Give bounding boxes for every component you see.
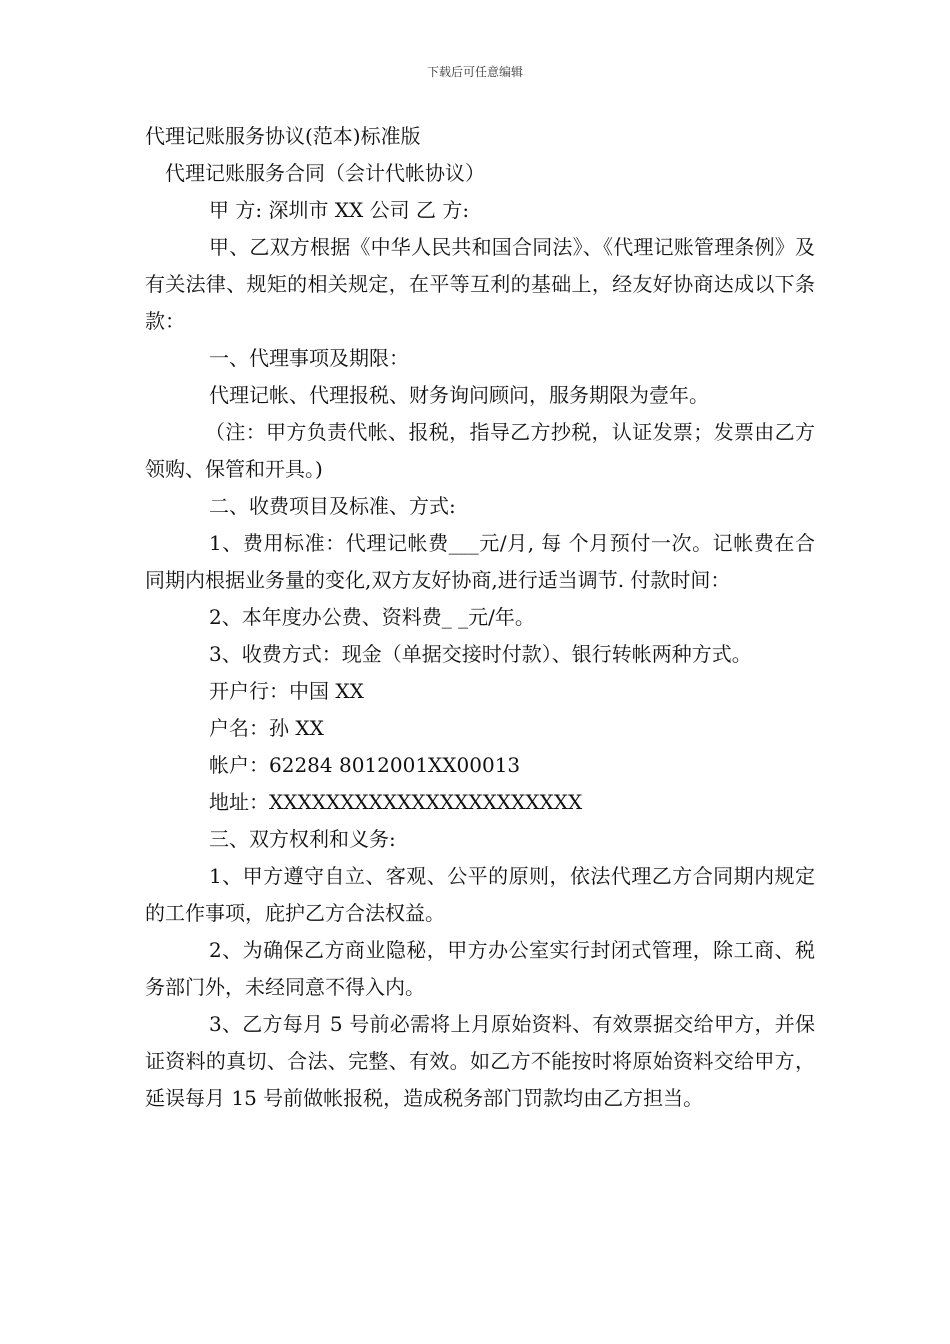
section-1-title: 一、代理事项及期限： — [209, 346, 409, 370]
section-2-item-2: 2、本年度办公费、资料费_ _元/年。 — [209, 605, 535, 629]
account-number-line: 帐户：62284 8012001XX00013 — [209, 753, 521, 777]
doc-subtitle: 代理记账服务合同（会计代帐协议） — [165, 161, 485, 185]
doc-title: 代理记账服务协议(范本)标准版 — [145, 124, 421, 148]
section-3-title: 三、双方权利和义务: — [209, 827, 396, 851]
section-3-item-3: 3、乙方每月 5 号前必需将上月原始资料、有效票据交给甲方，并保证资料的真切、合法、完整、有效。如乙方不能按时将原始资料交给甲方，延误每月 15 号前做帐报税，造成税务部门罚款均由乙方担当。 — [145, 1012, 815, 1110]
document-body — [145, 118, 815, 1117]
address-line: 地址：XXXXXXXXXXXXXXXXXXXXXX — [209, 790, 583, 814]
section-1-text: 代理记帐、代理报税、财务询问顾问，服务期限为壹年。 — [209, 383, 709, 407]
bank-line: 开户行：中国 XX — [209, 679, 364, 703]
section-2-title: 二、收费项目及标准、方式: — [209, 494, 456, 518]
intro-paragraph: 甲、乙双方根据《中华人民共和国合同法》、《代理记账管理条例》及有关法律、规矩的相关规定，在平等互利的基础上，经友好协商达成以下条款： — [145, 235, 815, 333]
page-header: 下载后可任意编辑 — [426, 65, 523, 79]
section-1-note: （注：甲方负责代帐、报税，指导乙方抄税，认证发票；发票由乙方领购、保管和开具。) — [145, 420, 815, 481]
parties-line: 甲 方: 深圳市 XX 公司 乙 方: — [209, 198, 470, 222]
section-3-item-1: 1、甲方遵守自立、客观、公平的原则，依法代理乙方合同期内规定的工作事项，庇护乙方合法权益。 — [145, 864, 815, 925]
section-2-item-3: 3、收费方式：现金（单据交接时付款）、银行转帐两种方式。 — [209, 642, 752, 666]
account-name-line: 户名：孙 XX — [209, 716, 324, 740]
section-2-item-1: 1、费用标准：代理记帐费___元/月, 每 个月预付一次。记帐费在合同期内根据业务量的变化,双方友好协商,进行适当调节. 付款时间： — [145, 531, 815, 592]
section-3-item-2: 2、为确保乙方商业隐秘，甲方办公室实行封闭式管理，除工商、税务部门外，未经同意不得入内。 — [145, 938, 815, 999]
